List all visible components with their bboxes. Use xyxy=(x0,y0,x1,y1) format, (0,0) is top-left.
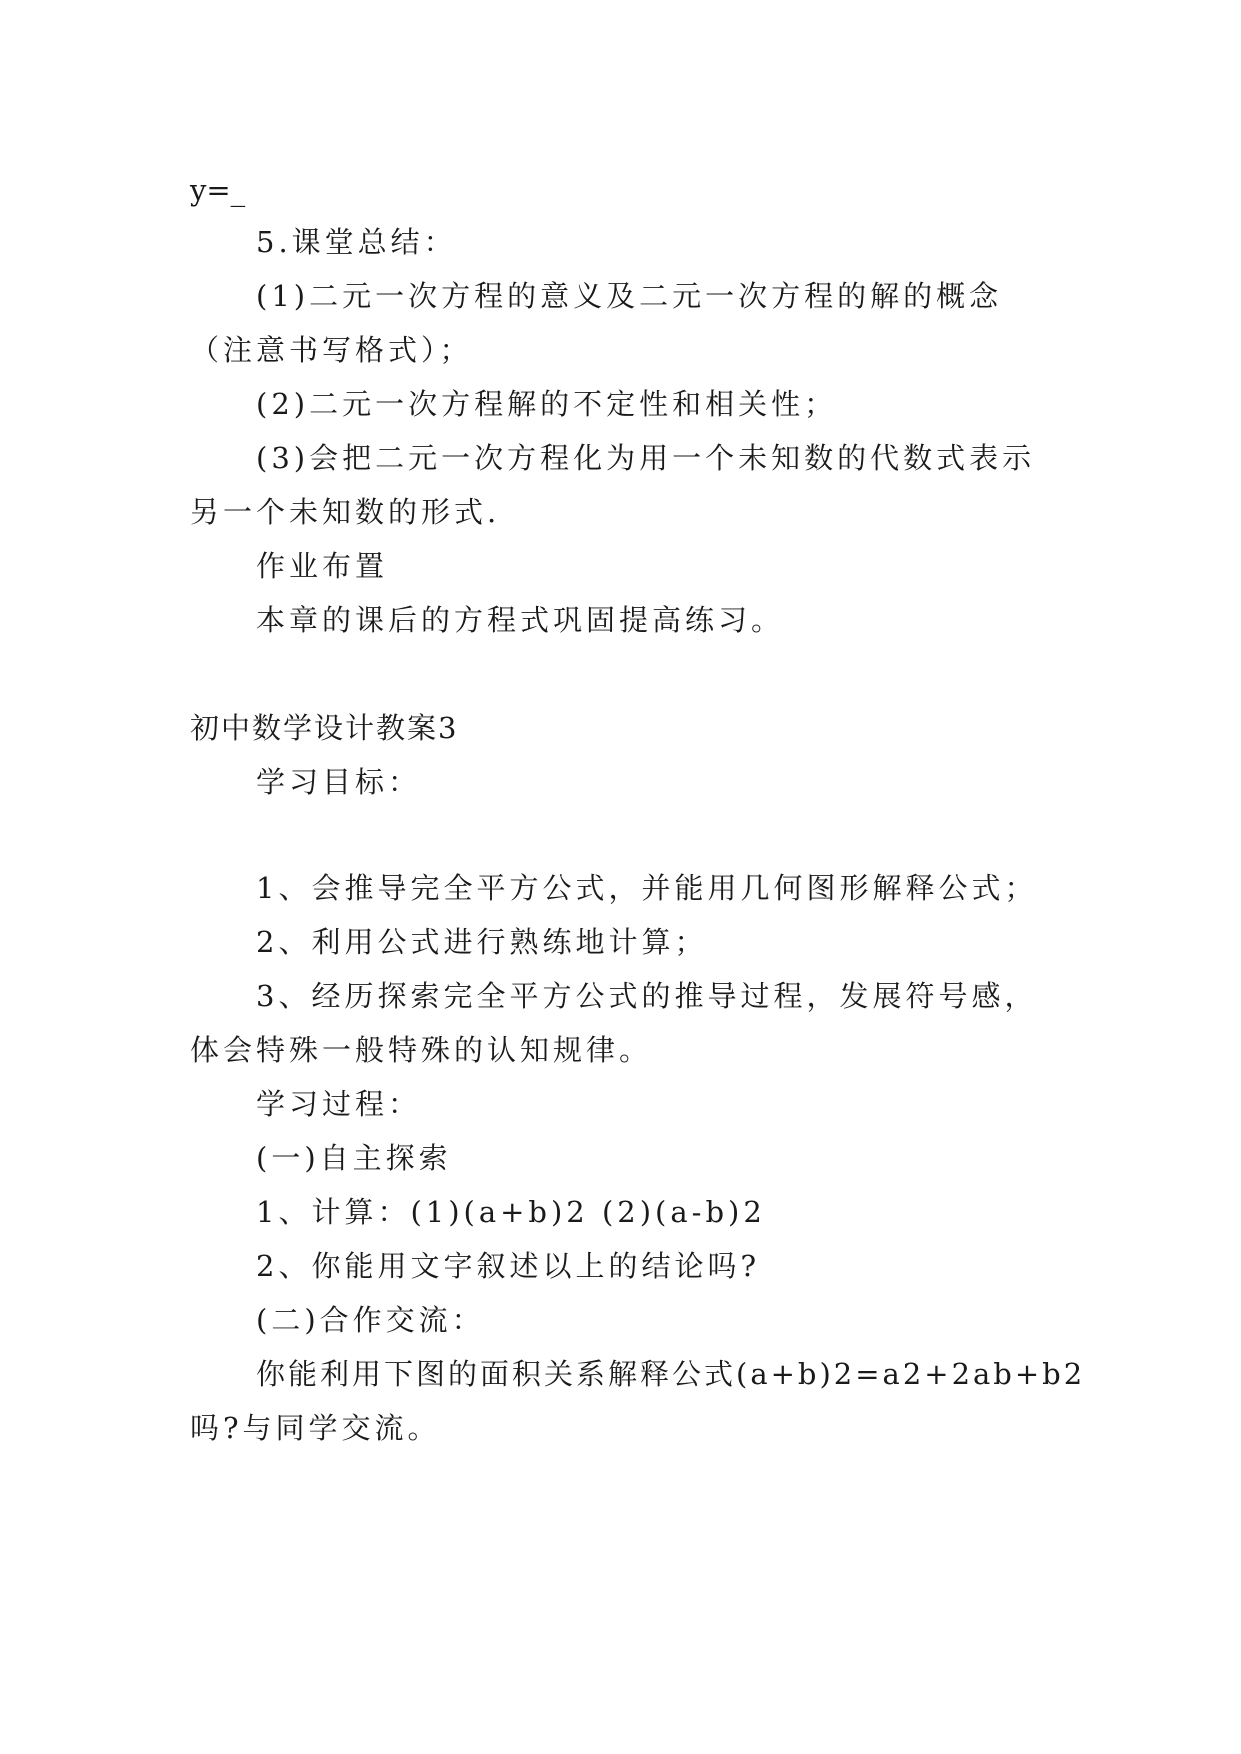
summary-item-2: (2)二元一次方程解的不定性和相关性； xyxy=(256,387,838,421)
subheading-self-explore: (一)自主探索 xyxy=(256,1141,452,1175)
summary-item-3-continued: 另一个未知数的形式. xyxy=(190,495,501,529)
summary-item-1-continued: （注意书写格式）； xyxy=(190,333,473,367)
goal-item-3-continued: 体会特殊一般特殊的认知规律。 xyxy=(190,1033,653,1067)
heading-class-summary: 5.课堂总结： xyxy=(256,225,457,259)
cooperation-text: 你能利用下图的面积关系解释公式(a+b)2=a2+2ab+b2 xyxy=(256,1357,1086,1391)
goal-item-1: 1、会推导完全平方公式，并能用几何图形解释公式； xyxy=(256,871,1038,905)
section-title: 初中数学设计教案3 xyxy=(190,711,459,745)
goal-item-2: 2、利用公式进行熟练地计算； xyxy=(256,925,708,959)
text-line-y-equals: y=_ xyxy=(190,173,246,207)
summary-item-3: (3)会把二元一次方程化为用一个未知数的代数式表示 xyxy=(256,441,1036,475)
explore-item-1: 1、计算：(1)(a+b)2 (2)(a-b)2 xyxy=(256,1195,766,1229)
heading-homework: 作业布置 xyxy=(256,549,389,583)
homework-text: 本章的课后的方程式巩固提高练习。 xyxy=(256,603,785,637)
heading-learning-goals: 学习目标： xyxy=(256,765,422,799)
subheading-cooperation: (二)合作交流： xyxy=(256,1303,485,1337)
cooperation-text-continued: 吗?与同学交流。 xyxy=(190,1411,441,1445)
goal-item-3: 3、经历探索完全平方公式的推导过程，发展符号感， xyxy=(256,979,1038,1013)
explore-item-2: 2、你能用文字叙述以上的结论吗? xyxy=(256,1249,760,1283)
heading-learning-process: 学习过程： xyxy=(256,1087,422,1121)
summary-item-1: (1)二元一次方程的意义及二元一次方程的解的概念 xyxy=(256,279,1003,313)
